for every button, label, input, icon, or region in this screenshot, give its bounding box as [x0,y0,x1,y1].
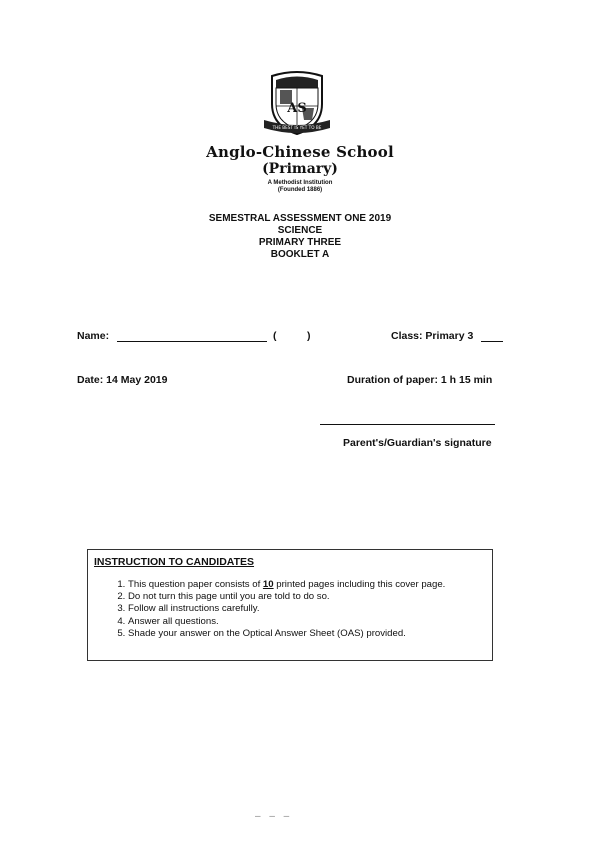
class-field-line[interactable] [481,341,503,342]
instruction-item [128,579,445,591]
signature-line[interactable] [320,424,495,425]
instruction-item: 3. Follow all instructions carefully. [128,603,445,615]
duration-label: Duration of paper: 1 h 15 min [347,374,493,386]
footer-marks: – – – [255,811,293,822]
school-sub: (Primary) [262,161,338,177]
school-crest-logo [262,68,332,138]
school-name: Anglo-Chinese School [206,143,394,161]
instruction-item: 4. Answer all questions. [128,616,445,628]
crest-monogram: AS [287,101,307,116]
title-line-3: PRIMARY THREE [258,237,342,248]
instruction-item: 2. Do not turn this page until you are told to do so. [128,591,445,603]
name-label: Name: [77,330,110,342]
institution-note: A Methodist Institution [267,180,333,186]
instruction-text: printed pages including this cover page. [273,579,446,590]
instructions-box [87,549,493,661]
title-line-2: SCIENCE [277,225,323,236]
page-count: 10 [262,579,274,590]
crest-motto: THE BEST IS YET TO BE [272,125,322,130]
instruction-item: 5. Shade your answer on the Optical Answer Sheet (OAS) provided. [128,628,445,640]
signature-label: Parent's/Guardian's signature [343,437,492,449]
instruction-text: This question paper consists of [128,579,263,590]
founded-note: (Founded 1886) [277,187,323,193]
register-number-close: ) [307,330,311,342]
register-number-open: ( [273,330,277,342]
title-line-1: SEMESTRAL ASSESSMENT ONE 2019 [208,213,392,224]
name-field-line[interactable] [117,341,267,342]
instructions-title: INSTRUCTION TO CANDIDATES [94,556,255,568]
instructions-list [112,579,445,640]
title-line-4: BOOKLET A [270,249,330,260]
svg-text:AS [286,101,306,116]
class-label: Class: Primary 3 [391,330,474,342]
date-label: Date: 14 May 2019 [77,374,168,386]
